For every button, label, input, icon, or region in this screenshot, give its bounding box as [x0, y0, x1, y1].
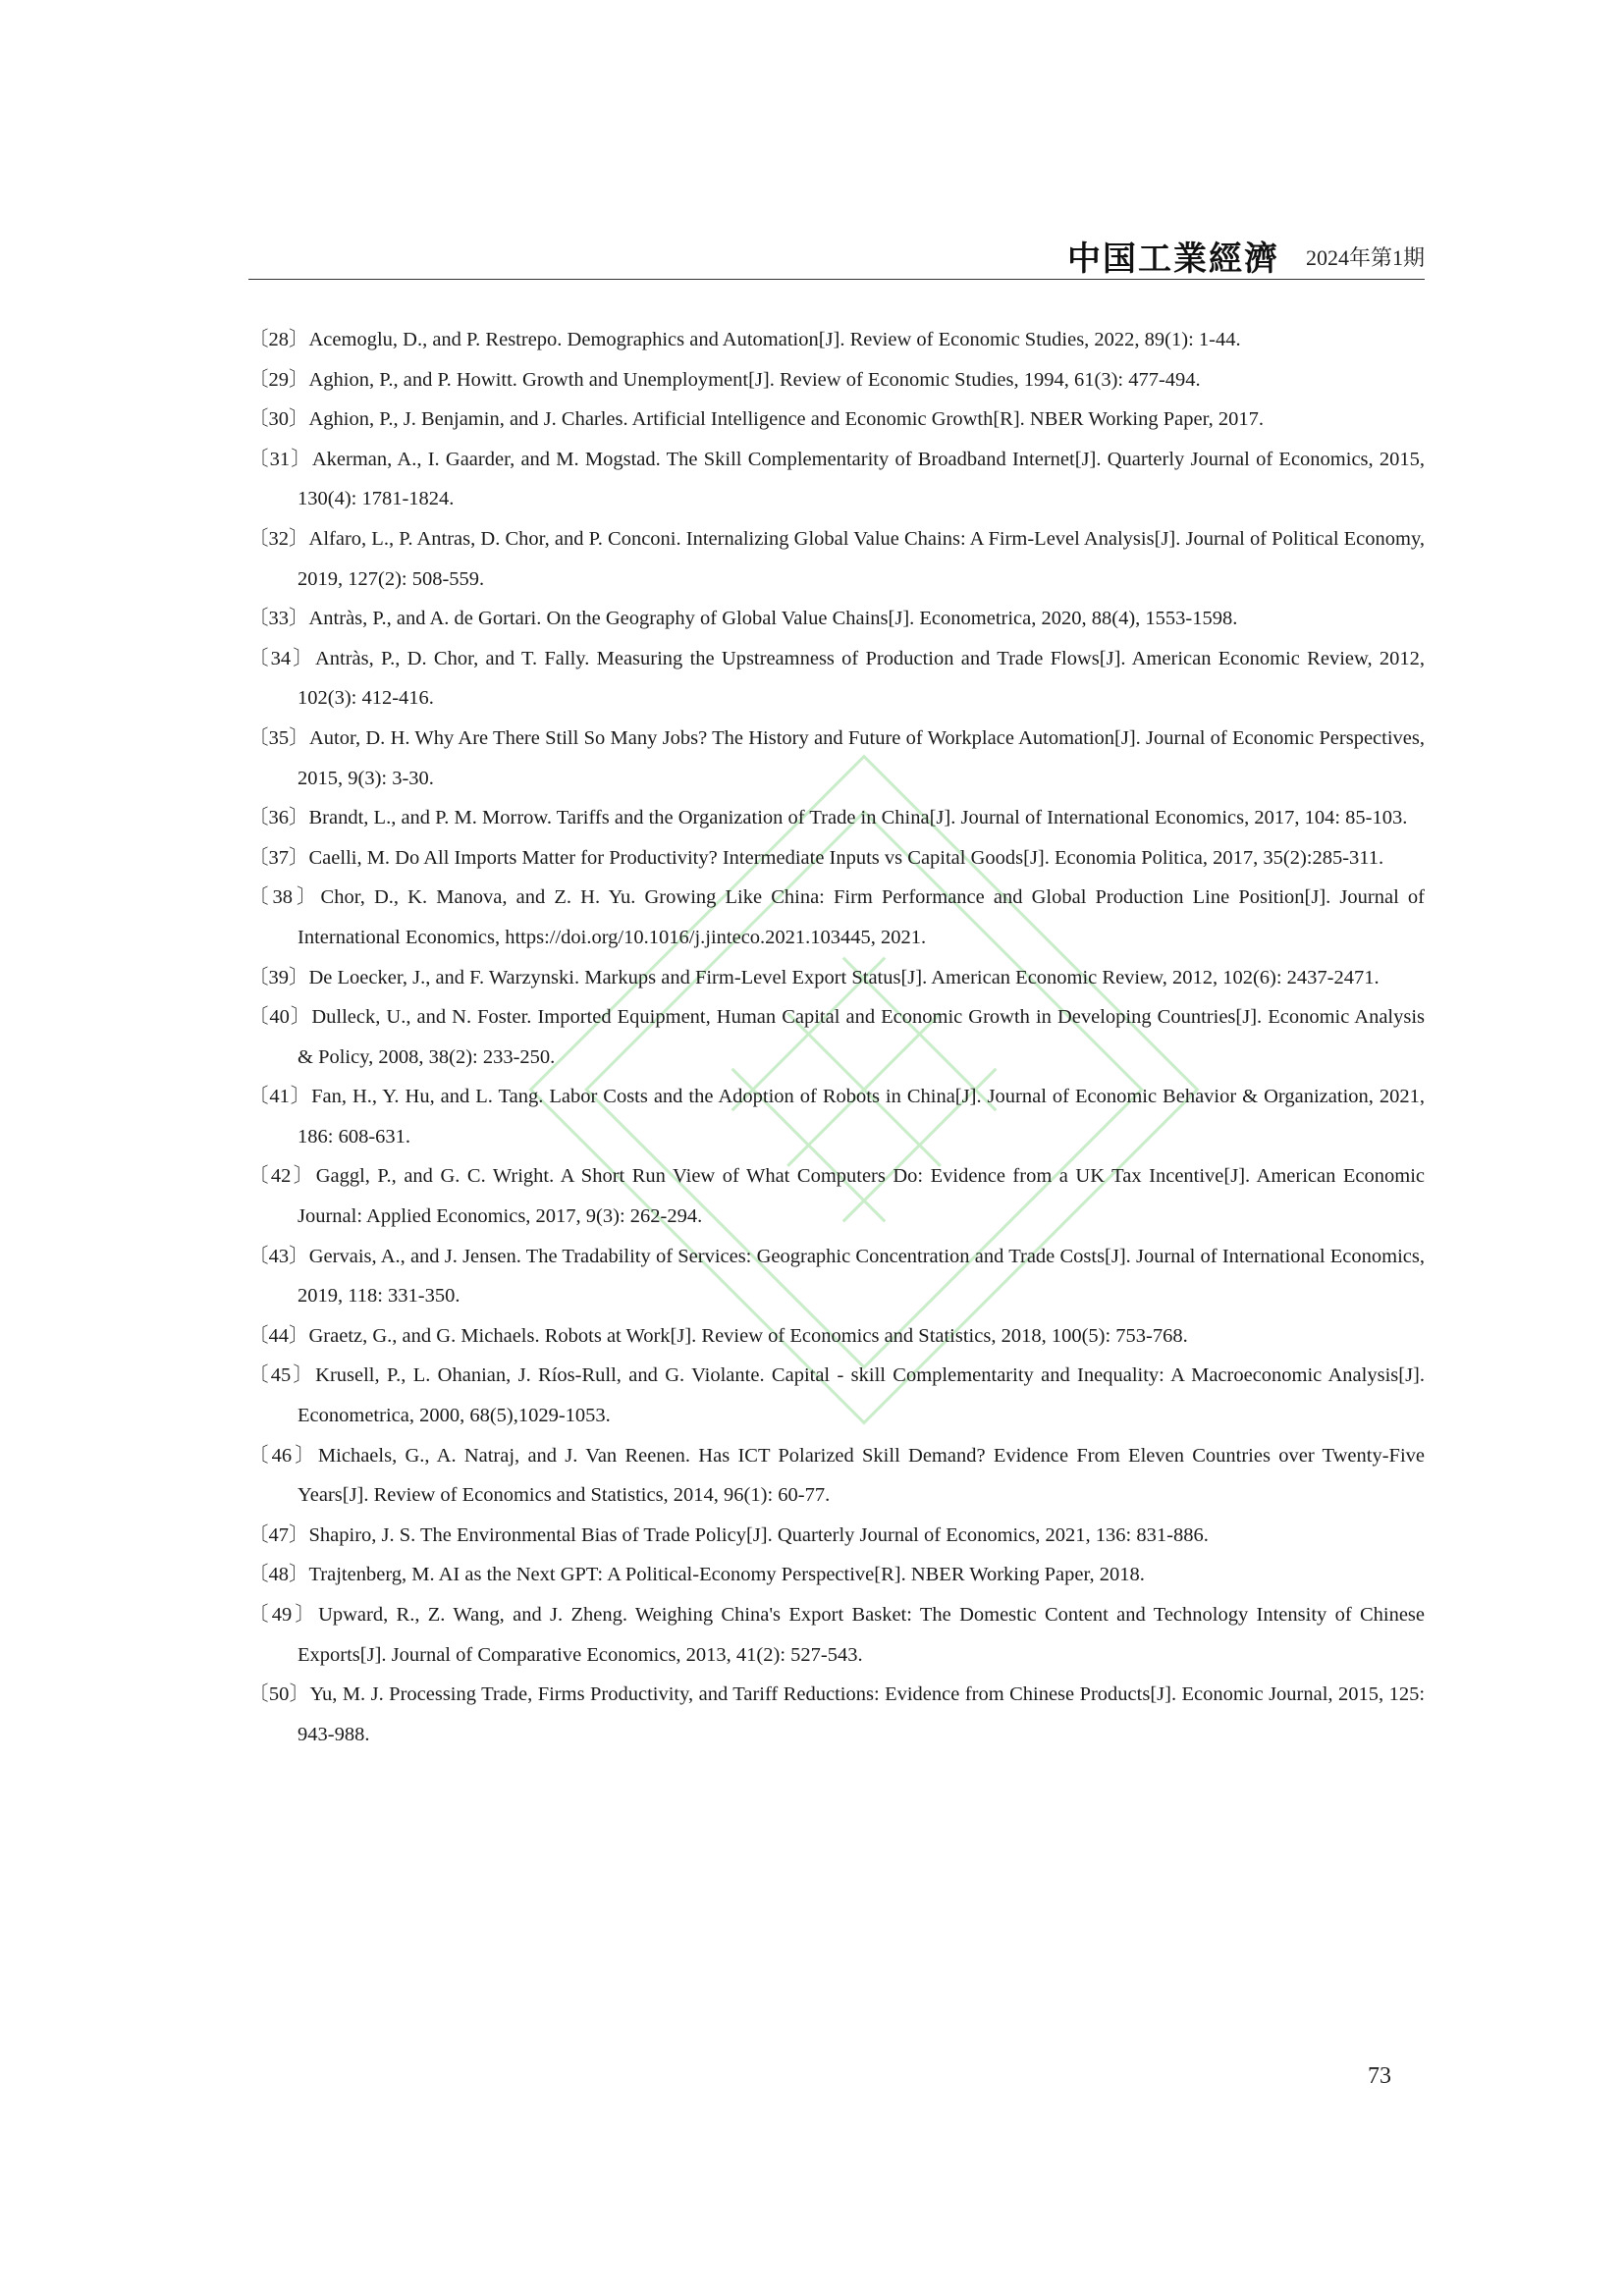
reference-item: [248, 1436, 1425, 1516]
reference-number: 〔31〕: [248, 448, 312, 470]
reference-text: Akerman, A., I. Gaarder, and M. Mogstad. The Skill Complementarity of Broadband Internet[J]. Quarterly Journal of Economics, 2015, 130(4): 1781-1824.: [298, 448, 1426, 510]
references-list: [248, 320, 1425, 1754]
reference-item: [248, 1077, 1425, 1156]
reference-number: 〔50〕: [248, 1683, 310, 1706]
reference-text: Alfaro, L., P. Antras, D. Chor, and P. Conconi. Internalizing Global Value Chains: A Firm-Level Analysis[J]. Journal of Political Economy, 2019, 127(2): 508-559.: [298, 527, 1426, 590]
reference-number: 〔28〕: [248, 329, 309, 350]
page-number: 73: [1368, 2063, 1391, 2089]
reference-number: 〔30〕: [248, 408, 309, 431]
reference-item: [248, 1316, 1425, 1357]
reference-number: 〔46〕: [248, 1444, 318, 1467]
reference-number: 〔43〕: [248, 1245, 309, 1267]
reference-number: 〔32〕: [248, 527, 309, 550]
reference-number: 〔35〕: [248, 726, 309, 749]
reference-text: Trajtenberg, M. AI as the Next GPT: A Political-Economy Perspective[R]. NBER Working Paper, 2018.: [308, 1564, 1145, 1586]
reference-item: [248, 1516, 1425, 1556]
reference-number: 〔40〕: [248, 1006, 312, 1029]
reference-text: Shapiro, J. S. The Environmental Bias of Trade Policy[J]. Quarterly Journal of Economics, 2021, 136: 831-886.: [308, 1523, 1209, 1546]
reference-text: Autor, D. H. Why Are There Still So Many Jobs? The History and Future of Workplace Automation[J]. Journal of Economic Perspectives, 2015, 9(3): 3-30.: [298, 726, 1426, 789]
reference-number: 〔33〕: [248, 608, 309, 630]
reference-item: [248, 1156, 1425, 1236]
reference-text: Chor, D., K. Manova, and Z. H. Yu. Growing Like China: Firm Performance and Global Production Line Position[J]. Journal of International Economics, https://doi.org/10.1016/j.jinteco.2021.103445, 2021.: [298, 886, 1425, 948]
reference-number: 〔42〕: [248, 1165, 316, 1188]
reference-item: [248, 639, 1425, 719]
reference-number: 〔36〕: [248, 807, 309, 829]
reference-item: [248, 519, 1425, 599]
reference-item: [248, 360, 1425, 400]
reference-number: 〔29〕: [248, 368, 309, 391]
reference-text: Antràs, P., and A. de Gortari. On the Geography of Global Value Chains[J]. Econometrica, 2020, 88(4), 1553-1598.: [308, 608, 1238, 630]
reference-number: 〔48〕: [248, 1564, 309, 1586]
reference-item: [248, 599, 1425, 639]
reference-item: [248, 878, 1425, 957]
reference-item: [248, 320, 1425, 360]
reference-number: 〔34〕: [248, 647, 315, 669]
reference-text: Antràs, P., D. Chor, and T. Fally. Measuring the Upstreamness of Production and Trade Flows[J]. American Economic Review, 2012, 102(3): 412-416.: [298, 647, 1425, 710]
reference-text: Brandt, L., and P. M. Morrow. Tariffs and the Organization of Trade in China[J]. Journal of International Economics, 2017, 104: 85-103.: [308, 807, 1408, 829]
reference-number: 〔44〕: [248, 1324, 309, 1347]
reference-text: Gaggl, P., and G. C. Wright. A Short Run View of What Computers Do: Evidence from a UK Tax Incentive[J]. American Economic Journal: Applied Economics, 2017, 9(3): 262-294.: [298, 1165, 1425, 1228]
reference-item: [248, 1675, 1425, 1754]
reference-number: 〔47〕: [248, 1523, 309, 1546]
reference-item: [248, 1356, 1425, 1435]
reference-text: Fan, H., Y. Hu, and L. Tang. Labor Costs and the Adoption of Robots in China[J]. Journal of Economic Behavior & Organization, 2021, 186: 608-631.: [298, 1086, 1426, 1148]
reference-text: Aghion, P., and P. Howitt. Growth and Unemployment[J]. Review of Economic Studies, 1994, 61(3): 477-494.: [308, 368, 1201, 391]
reference-text: Acemoglu, D., and P. Restrepo. Demographics and Automation[J]. Review of Economic Studies, 2022, 89(1): 1-44.: [308, 329, 1241, 350]
reference-text: Caelli, M. Do All Imports Matter for Productivity? Intermediate Inputs vs Capital Goods[J]. Economia Politica, 2017, 35(2):285-311.: [308, 846, 1384, 869]
reference-text: Upward, R., Z. Wang, and J. Zheng. Weighing China's Export Basket: The Domestic Content and Technology Intensity of Chinese Exports[J]. Journal of Comparative Economics, 2013, 41(2): 527-543.: [298, 1604, 1426, 1666]
reference-item: [248, 798, 1425, 838]
reference-item: [248, 719, 1425, 798]
reference-item: [248, 1555, 1425, 1595]
reference-number: 〔49〕: [248, 1604, 319, 1626]
reference-text: De Loecker, J., and F. Warzynski. Markups and Firm-Level Export Status[J]. American Economic Review, 2012, 102(6): 2437-2471.: [308, 966, 1380, 988]
reference-item: [248, 838, 1425, 879]
reference-item: [248, 400, 1425, 440]
reference-number: 〔45〕: [248, 1364, 316, 1387]
reference-item: [248, 958, 1425, 998]
reference-item: [248, 997, 1425, 1077]
reference-text: Krusell, P., L. Ohanian, J. Ríos-Rull, and G. Violante. Capital - skill Complementarity and Inequality: A Macroeconomic Analysis[J]. Econometrica, 2000, 68(5),1029-1053.: [298, 1364, 1425, 1427]
page-header: [248, 232, 1425, 280]
reference-text: Graetz, G., and G. Michaels. Robots at Work[J]. Review of Economics and Statistics, 2018, 100(5): 753-768.: [308, 1324, 1188, 1347]
reference-item: [248, 440, 1425, 519]
reference-text: Michaels, G., A. Natraj, and J. Van Reenen. Has ICT Polarized Skill Demand? Evidence From Eleven Countries over Twenty-Five Years[J]. Review of Economics and Statistics, 2014, 96(1): 60-77.: [298, 1444, 1425, 1507]
reference-text: Yu, M. J. Processing Trade, Firms Productivity, and Tariff Reductions: Evidence from Chinese Products[J]. Economic Journal, 2015, 125: 943-988.: [298, 1683, 1426, 1745]
issue-label: 2024年第1期: [1305, 245, 1425, 270]
reference-item: [248, 1595, 1425, 1675]
reference-number: 〔39〕: [248, 966, 309, 988]
reference-item: [248, 1237, 1425, 1316]
reference-text: Dulleck, U., and N. Foster. Imported Equipment, Human Capital and Economic Growth in Developing Countries[J]. Economic Analysis & Policy, 2008, 38(2): 233-250.: [298, 1006, 1426, 1068]
reference-number: 〔38〕: [248, 886, 321, 909]
reference-number: 〔37〕: [248, 846, 309, 869]
reference-number: 〔41〕: [248, 1086, 312, 1108]
journal-name: 中国工業經濟: [1067, 240, 1279, 279]
reference-text: Aghion, P., J. Benjamin, and J. Charles. Artificial Intelligence and Economic Growth[R]. NBER Working Paper, 2017.: [308, 408, 1264, 431]
reference-text: Gervais, A., and J. Jensen. The Tradability of Services: Geographic Concentration and Trade Costs[J]. Journal of International Economics, 2019, 118: 331-350.: [298, 1245, 1425, 1308]
